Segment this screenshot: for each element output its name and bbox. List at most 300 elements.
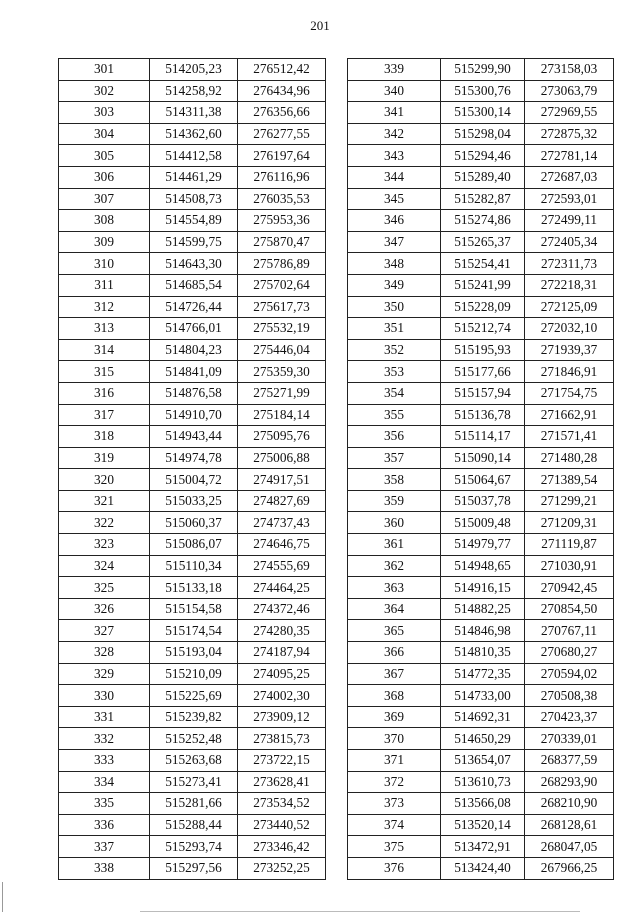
table-row [348, 145, 614, 167]
point-number-cell: 324 [59, 555, 150, 577]
scan-edge-mark [2, 882, 3, 912]
y-coordinate-cell: 276035,53 [238, 188, 326, 210]
point-number-cell: 325 [59, 577, 150, 599]
x-coordinate-cell: 515289,40 [441, 166, 525, 188]
table-row [59, 793, 326, 815]
y-coordinate-cell: 271939,37 [525, 339, 614, 361]
point-number-cell: 315 [59, 361, 150, 383]
x-coordinate-cell: 515282,87 [441, 188, 525, 210]
table-row [348, 793, 614, 815]
y-coordinate-cell: 271119,87 [525, 534, 614, 556]
table-row [348, 339, 614, 361]
point-number-cell: 339 [348, 59, 441, 81]
point-number-cell: 302 [59, 80, 150, 102]
point-number-cell: 312 [59, 296, 150, 318]
table-row [59, 318, 326, 340]
table-row [348, 166, 614, 188]
point-number-cell: 355 [348, 404, 441, 426]
y-coordinate-cell: 270767,11 [525, 620, 614, 642]
x-coordinate-cell: 514846,98 [441, 620, 525, 642]
table-row [348, 620, 614, 642]
point-number-cell: 334 [59, 771, 150, 793]
x-coordinate-cell: 514733,00 [441, 685, 525, 707]
x-coordinate-cell: 515195,93 [441, 339, 525, 361]
point-number-cell: 375 [348, 836, 441, 858]
y-coordinate-cell: 272593,01 [525, 188, 614, 210]
x-coordinate-cell: 515288,44 [150, 814, 238, 836]
x-coordinate-cell: 515281,66 [150, 793, 238, 815]
x-coordinate-cell: 515157,94 [441, 382, 525, 404]
table-row [59, 166, 326, 188]
table-row [59, 426, 326, 448]
point-number-cell: 318 [59, 426, 150, 448]
x-coordinate-cell: 515263,68 [150, 750, 238, 772]
table-row [348, 490, 614, 512]
point-number-cell: 327 [59, 620, 150, 642]
y-coordinate-cell: 271662,91 [525, 404, 614, 426]
page-number: 201 [310, 18, 330, 33]
x-coordinate-cell: 514362,60 [150, 123, 238, 145]
y-coordinate-cell: 276356,66 [238, 102, 326, 124]
x-coordinate-cell: 515300,76 [441, 80, 525, 102]
table-row [348, 253, 614, 275]
x-coordinate-cell: 513610,73 [441, 771, 525, 793]
table-row [348, 296, 614, 318]
point-number-cell: 368 [348, 685, 441, 707]
table-row [59, 771, 326, 793]
point-number-cell: 365 [348, 620, 441, 642]
y-coordinate-cell: 272125,09 [525, 296, 614, 318]
table-row [348, 814, 614, 836]
y-coordinate-cell: 275870,47 [238, 231, 326, 253]
x-coordinate-cell: 515228,09 [441, 296, 525, 318]
table-row [348, 361, 614, 383]
y-coordinate-cell: 273534,52 [238, 793, 326, 815]
table-row [348, 534, 614, 556]
x-coordinate-cell: 515086,07 [150, 534, 238, 556]
x-coordinate-cell: 514910,70 [150, 404, 238, 426]
point-number-cell: 364 [348, 598, 441, 620]
table-row [59, 188, 326, 210]
x-coordinate-cell: 514692,31 [441, 706, 525, 728]
point-number-cell: 376 [348, 857, 441, 879]
table-row [59, 447, 326, 469]
table-row [348, 836, 614, 858]
table-row [348, 663, 614, 685]
y-coordinate-cell: 275532,19 [238, 318, 326, 340]
table-row [348, 857, 614, 879]
point-number-cell: 351 [348, 318, 441, 340]
y-coordinate-cell: 276277,55 [238, 123, 326, 145]
table-row [59, 555, 326, 577]
x-coordinate-cell: 514311,38 [150, 102, 238, 124]
y-coordinate-cell: 272687,03 [525, 166, 614, 188]
x-coordinate-cell: 514554,89 [150, 210, 238, 232]
y-coordinate-cell: 268047,05 [525, 836, 614, 858]
table-row [59, 231, 326, 253]
table-row [348, 188, 614, 210]
point-number-cell: 367 [348, 663, 441, 685]
y-coordinate-cell: 270594,02 [525, 663, 614, 685]
x-coordinate-cell: 514726,44 [150, 296, 238, 318]
y-coordinate-cell: 274555,69 [238, 555, 326, 577]
x-coordinate-cell: 513472,91 [441, 836, 525, 858]
point-number-cell: 316 [59, 382, 150, 404]
point-number-cell: 363 [348, 577, 441, 599]
point-number-cell: 345 [348, 188, 441, 210]
table-row [59, 296, 326, 318]
x-coordinate-cell: 515133,18 [150, 577, 238, 599]
x-coordinate-cell: 514643,30 [150, 253, 238, 275]
x-coordinate-cell: 515299,90 [441, 59, 525, 81]
x-coordinate-cell: 513654,07 [441, 750, 525, 772]
y-coordinate-cell: 275271,99 [238, 382, 326, 404]
y-coordinate-cell: 273252,25 [238, 857, 326, 879]
point-number-cell: 305 [59, 145, 150, 167]
y-coordinate-cell: 273628,41 [238, 771, 326, 793]
table-row [348, 404, 614, 426]
point-number-cell: 319 [59, 447, 150, 469]
point-number-cell: 322 [59, 512, 150, 534]
y-coordinate-cell: 275184,14 [238, 404, 326, 426]
x-coordinate-cell: 515060,37 [150, 512, 238, 534]
x-coordinate-cell: 514876,58 [150, 382, 238, 404]
table-row [59, 706, 326, 728]
x-coordinate-cell: 514599,75 [150, 231, 238, 253]
x-coordinate-cell: 515177,66 [441, 361, 525, 383]
point-number-cell: 340 [348, 80, 441, 102]
x-coordinate-cell: 514508,73 [150, 188, 238, 210]
y-coordinate-cell: 272499,11 [525, 210, 614, 232]
point-number-cell: 333 [59, 750, 150, 772]
y-coordinate-cell: 273063,79 [525, 80, 614, 102]
x-coordinate-cell: 514258,92 [150, 80, 238, 102]
table-row [59, 685, 326, 707]
y-coordinate-cell: 270680,27 [525, 642, 614, 664]
y-coordinate-cell: 271389,54 [525, 469, 614, 491]
y-coordinate-cell: 273346,42 [238, 836, 326, 858]
table-row [59, 512, 326, 534]
x-coordinate-cell: 515241,99 [441, 274, 525, 296]
point-number-cell: 347 [348, 231, 441, 253]
x-coordinate-cell: 515210,09 [150, 663, 238, 685]
point-number-cell: 301 [59, 59, 150, 81]
x-coordinate-cell: 515090,14 [441, 447, 525, 469]
table-row [59, 145, 326, 167]
x-coordinate-cell: 515174,54 [150, 620, 238, 642]
coordinates-table-right [347, 58, 614, 880]
table-row [348, 598, 614, 620]
y-coordinate-cell: 272405,34 [525, 231, 614, 253]
table-row [59, 836, 326, 858]
y-coordinate-cell: 268128,61 [525, 814, 614, 836]
point-number-cell: 346 [348, 210, 441, 232]
point-number-cell: 336 [59, 814, 150, 836]
y-coordinate-cell: 271846,91 [525, 361, 614, 383]
table-row [348, 123, 614, 145]
y-coordinate-cell: 275006,88 [238, 447, 326, 469]
x-coordinate-cell: 514979,77 [441, 534, 525, 556]
point-number-cell: 349 [348, 274, 441, 296]
point-number-cell: 331 [59, 706, 150, 728]
x-coordinate-cell: 513424,40 [441, 857, 525, 879]
table-row [348, 728, 614, 750]
y-coordinate-cell: 270854,50 [525, 598, 614, 620]
point-number-cell: 320 [59, 469, 150, 491]
point-number-cell: 308 [59, 210, 150, 232]
x-coordinate-cell: 515294,46 [441, 145, 525, 167]
y-coordinate-cell: 274917,51 [238, 469, 326, 491]
point-number-cell: 361 [348, 534, 441, 556]
x-coordinate-cell: 515239,82 [150, 706, 238, 728]
y-coordinate-cell: 274095,25 [238, 663, 326, 685]
y-coordinate-cell: 276197,64 [238, 145, 326, 167]
point-number-cell: 343 [348, 145, 441, 167]
y-coordinate-cell: 274827,69 [238, 490, 326, 512]
table-row [348, 706, 614, 728]
y-coordinate-cell: 275446,04 [238, 339, 326, 361]
point-number-cell: 303 [59, 102, 150, 124]
x-coordinate-cell: 515136,78 [441, 404, 525, 426]
x-coordinate-cell: 515212,74 [441, 318, 525, 340]
y-coordinate-cell: 271571,41 [525, 426, 614, 448]
point-number-cell: 310 [59, 253, 150, 275]
y-coordinate-cell: 268210,90 [525, 793, 614, 815]
x-coordinate-cell: 515265,37 [441, 231, 525, 253]
table-row [59, 577, 326, 599]
table-row [59, 814, 326, 836]
point-number-cell: 357 [348, 447, 441, 469]
y-coordinate-cell: 274464,25 [238, 577, 326, 599]
y-coordinate-cell: 275702,64 [238, 274, 326, 296]
point-number-cell: 311 [59, 274, 150, 296]
point-number-cell: 314 [59, 339, 150, 361]
table-row [348, 210, 614, 232]
y-coordinate-cell: 271754,75 [525, 382, 614, 404]
table-row [348, 577, 614, 599]
x-coordinate-cell: 514810,35 [441, 642, 525, 664]
point-number-cell: 309 [59, 231, 150, 253]
table-row [348, 771, 614, 793]
table-row [59, 210, 326, 232]
table-row [59, 490, 326, 512]
point-number-cell: 329 [59, 663, 150, 685]
y-coordinate-cell: 273815,73 [238, 728, 326, 750]
point-number-cell: 371 [348, 750, 441, 772]
y-coordinate-cell: 270423,37 [525, 706, 614, 728]
x-coordinate-cell: 515293,74 [150, 836, 238, 858]
point-number-cell: 344 [348, 166, 441, 188]
x-coordinate-cell: 514685,54 [150, 274, 238, 296]
point-number-cell: 335 [59, 793, 150, 815]
y-coordinate-cell: 268293,90 [525, 771, 614, 793]
table-row [59, 382, 326, 404]
y-coordinate-cell: 270339,01 [525, 728, 614, 750]
point-number-cell: 366 [348, 642, 441, 664]
y-coordinate-cell: 274372,46 [238, 598, 326, 620]
y-coordinate-cell: 271030,91 [525, 555, 614, 577]
y-coordinate-cell: 274280,35 [238, 620, 326, 642]
y-coordinate-cell: 273722,15 [238, 750, 326, 772]
point-number-cell: 338 [59, 857, 150, 879]
x-coordinate-cell: 514882,25 [441, 598, 525, 620]
x-coordinate-cell: 515300,14 [441, 102, 525, 124]
point-number-cell: 307 [59, 188, 150, 210]
y-coordinate-cell: 276512,42 [238, 59, 326, 81]
scan-edge-line [140, 911, 580, 912]
table-row [59, 404, 326, 426]
point-number-cell: 358 [348, 469, 441, 491]
point-number-cell: 352 [348, 339, 441, 361]
point-number-cell: 341 [348, 102, 441, 124]
x-coordinate-cell: 515037,78 [441, 490, 525, 512]
x-coordinate-cell: 514205,23 [150, 59, 238, 81]
y-coordinate-cell: 276116,96 [238, 166, 326, 188]
x-coordinate-cell: 515064,67 [441, 469, 525, 491]
point-number-cell: 359 [348, 490, 441, 512]
y-coordinate-cell: 273909,12 [238, 706, 326, 728]
table-row [348, 102, 614, 124]
point-number-cell: 356 [348, 426, 441, 448]
x-coordinate-cell: 514766,01 [150, 318, 238, 340]
table-row [59, 253, 326, 275]
table-row [59, 59, 326, 81]
point-number-cell: 323 [59, 534, 150, 556]
x-coordinate-cell: 515110,34 [150, 555, 238, 577]
y-coordinate-cell: 275359,30 [238, 361, 326, 383]
y-coordinate-cell: 272311,73 [525, 253, 614, 275]
y-coordinate-cell: 272032,10 [525, 318, 614, 340]
table-row [59, 102, 326, 124]
y-coordinate-cell: 272218,31 [525, 274, 614, 296]
table-row [59, 663, 326, 685]
x-coordinate-cell: 514841,09 [150, 361, 238, 383]
y-coordinate-cell: 275617,73 [238, 296, 326, 318]
point-number-cell: 306 [59, 166, 150, 188]
point-number-cell: 362 [348, 555, 441, 577]
y-coordinate-cell: 270508,38 [525, 685, 614, 707]
x-coordinate-cell: 514650,29 [441, 728, 525, 750]
table-row [348, 59, 614, 81]
point-number-cell: 304 [59, 123, 150, 145]
y-coordinate-cell: 274737,43 [238, 512, 326, 534]
point-number-cell: 313 [59, 318, 150, 340]
table-row [348, 555, 614, 577]
point-number-cell: 321 [59, 490, 150, 512]
point-number-cell: 360 [348, 512, 441, 534]
table-row [348, 447, 614, 469]
y-coordinate-cell: 270942,45 [525, 577, 614, 599]
y-coordinate-cell: 274646,75 [238, 534, 326, 556]
x-coordinate-cell: 514772,35 [441, 663, 525, 685]
point-number-cell: 317 [59, 404, 150, 426]
x-coordinate-cell: 514461,29 [150, 166, 238, 188]
point-number-cell: 372 [348, 771, 441, 793]
x-coordinate-cell: 513520,14 [441, 814, 525, 836]
x-coordinate-cell: 513566,08 [441, 793, 525, 815]
x-coordinate-cell: 514412,58 [150, 145, 238, 167]
x-coordinate-cell: 514916,15 [441, 577, 525, 599]
x-coordinate-cell: 514804,23 [150, 339, 238, 361]
table-row [348, 382, 614, 404]
table-row [59, 642, 326, 664]
point-number-cell: 350 [348, 296, 441, 318]
x-coordinate-cell: 514974,78 [150, 447, 238, 469]
point-number-cell: 326 [59, 598, 150, 620]
y-coordinate-cell: 276434,96 [238, 80, 326, 102]
table-row [59, 728, 326, 750]
x-coordinate-cell: 515298,04 [441, 123, 525, 145]
x-coordinate-cell: 515225,69 [150, 685, 238, 707]
table-row [59, 80, 326, 102]
table-row [348, 80, 614, 102]
table-row [59, 620, 326, 642]
table-row [59, 274, 326, 296]
table-row [348, 750, 614, 772]
x-coordinate-cell: 515154,58 [150, 598, 238, 620]
y-coordinate-cell: 274002,30 [238, 685, 326, 707]
point-number-cell: 374 [348, 814, 441, 836]
point-number-cell: 354 [348, 382, 441, 404]
point-number-cell: 370 [348, 728, 441, 750]
x-coordinate-cell: 515033,25 [150, 490, 238, 512]
y-coordinate-cell: 275786,89 [238, 253, 326, 275]
point-number-cell: 353 [348, 361, 441, 383]
table-row [348, 426, 614, 448]
x-coordinate-cell: 514943,44 [150, 426, 238, 448]
table-row [348, 685, 614, 707]
table-row [59, 598, 326, 620]
x-coordinate-cell: 515274,86 [441, 210, 525, 232]
table-row [348, 274, 614, 296]
point-number-cell: 337 [59, 836, 150, 858]
y-coordinate-cell: 272875,32 [525, 123, 614, 145]
x-coordinate-cell: 515009,48 [441, 512, 525, 534]
y-coordinate-cell: 273440,52 [238, 814, 326, 836]
table-row [59, 123, 326, 145]
table-row [59, 339, 326, 361]
y-coordinate-cell: 274187,94 [238, 642, 326, 664]
x-coordinate-cell: 515193,04 [150, 642, 238, 664]
y-coordinate-cell: 275095,76 [238, 426, 326, 448]
point-number-cell: 342 [348, 123, 441, 145]
y-coordinate-cell: 272969,55 [525, 102, 614, 124]
y-coordinate-cell: 271209,31 [525, 512, 614, 534]
point-number-cell: 348 [348, 253, 441, 275]
x-coordinate-cell: 515252,48 [150, 728, 238, 750]
y-coordinate-cell: 271299,21 [525, 490, 614, 512]
x-coordinate-cell: 514948,65 [441, 555, 525, 577]
y-coordinate-cell: 267966,25 [525, 857, 614, 879]
y-coordinate-cell: 271480,28 [525, 447, 614, 469]
table-row [59, 857, 326, 879]
y-coordinate-cell: 272781,14 [525, 145, 614, 167]
table-row [59, 750, 326, 772]
x-coordinate-cell: 515297,56 [150, 857, 238, 879]
x-coordinate-cell: 515273,41 [150, 771, 238, 793]
point-number-cell: 332 [59, 728, 150, 750]
table-row [348, 512, 614, 534]
y-coordinate-cell: 268377,59 [525, 750, 614, 772]
x-coordinate-cell: 515254,41 [441, 253, 525, 275]
table-row [59, 361, 326, 383]
table-row [348, 642, 614, 664]
coordinates-table-left [58, 58, 326, 880]
table-row [348, 469, 614, 491]
x-coordinate-cell: 515114,17 [441, 426, 525, 448]
point-number-cell: 328 [59, 642, 150, 664]
y-coordinate-cell: 275953,36 [238, 210, 326, 232]
